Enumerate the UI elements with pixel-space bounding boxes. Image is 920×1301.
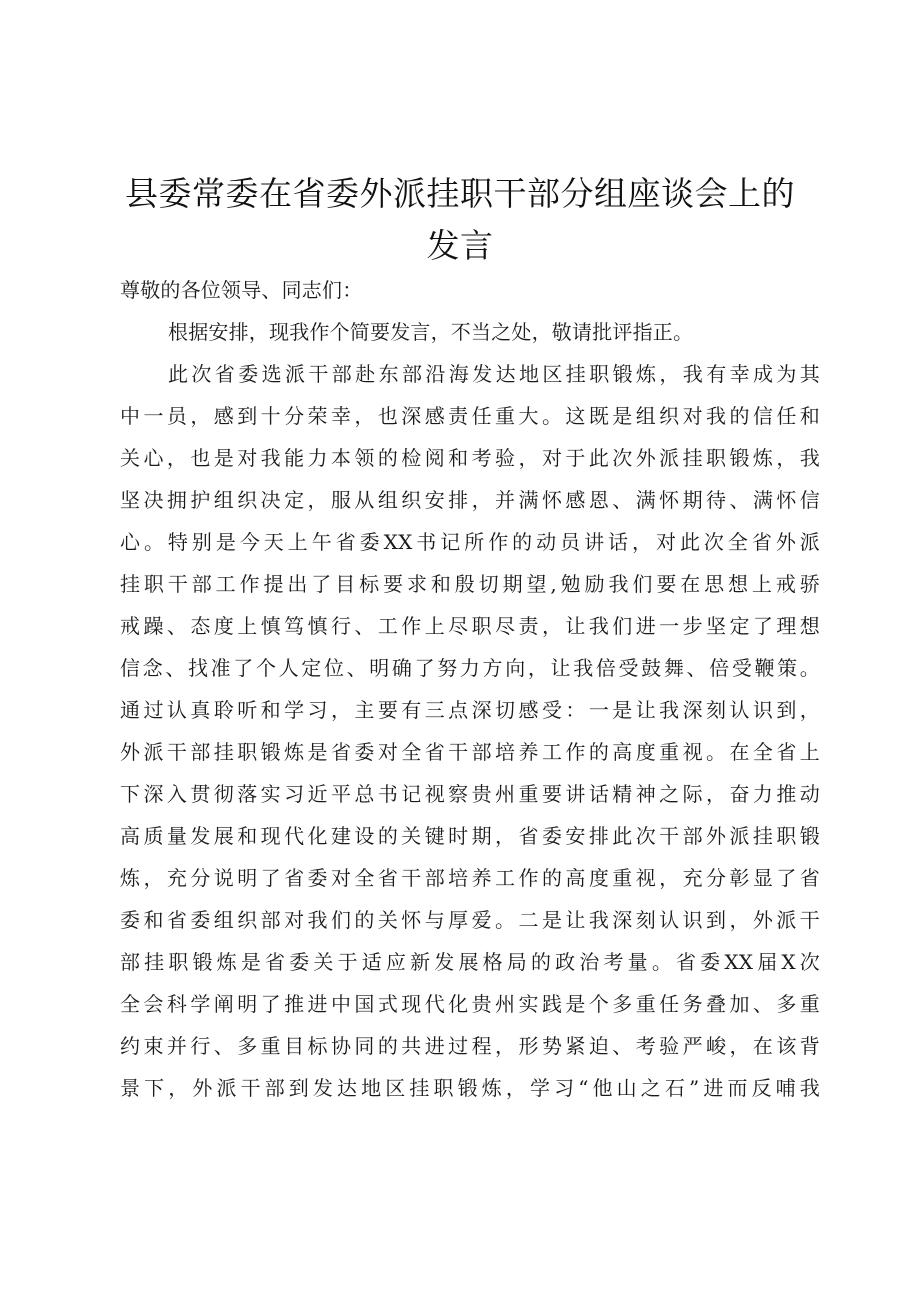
body-line: 戒躁、态度上慎笃慎行、工作上尽职尽责，让我们进一步坚定了理想 bbox=[120, 614, 820, 638]
body-line: 心。特别是今天上午省委XX书记所作的动员讲话，对此次全省外派 bbox=[120, 530, 820, 554]
body-line: 全会科学阐明了推进中国式现代化贵州实践是个多重任务叠加、多重 bbox=[120, 992, 820, 1016]
body-line: 下深入贯彻落实习近平总书记视察贵州重要讲话精神之际，奋力推动 bbox=[120, 782, 820, 806]
body-line: 炼，充分说明了省委对全省干部培养工作的高度重视，充分彰显了省 bbox=[120, 866, 820, 890]
body-line: 部挂职锻炼是省委关于适应新发展格局的政治考量。省委XX届X次 bbox=[120, 950, 820, 974]
body-line: 通过认真聆听和学习，主要有三点深切感受：一是让我深刻认识到， bbox=[120, 698, 820, 722]
body-line: 高质量发展和现代化建设的关键时期，省委安排此次干部外派挂职锻 bbox=[120, 824, 820, 848]
body-line: 挂职干部工作提出了目标要求和殷切期望,勉励我们要在思想上戒骄 bbox=[120, 572, 820, 596]
body-line: 根据安排，现我作个简要发言，不当之处，敬请批评指正。 bbox=[168, 320, 694, 344]
body-line: 委和省委组织部对我们的关怀与厚爱。二是让我深刻认识到，外派干 bbox=[120, 908, 820, 932]
body-line: 中一员，感到十分荣幸，也深感责任重大。这既是组织对我的信任和 bbox=[120, 404, 820, 428]
salutation: 尊敬的各位领导、同志们： bbox=[120, 278, 363, 302]
body-line: 景下，外派干部到发达地区挂职锻炼，学习“他山之石”进而反哺我 bbox=[120, 1076, 820, 1100]
body-line: 坚决拥护组织决定，服从组织安排，并满怀感恩、满怀期待、满怀信 bbox=[120, 488, 820, 512]
body-line: 信念、找准了个人定位、明确了努力方向，让我倍受鼓舞、倍受鞭策。 bbox=[120, 656, 820, 680]
body-line: 约束并行、多重目标协同的共进过程，形势紧迫、考验严峻，在该背 bbox=[120, 1034, 820, 1058]
document-title-line-2: 发言 bbox=[426, 226, 494, 265]
body-line: 此次省委选派干部赴东部沿海发达地区挂职锻炼，我有幸成为其 bbox=[168, 362, 820, 386]
body-line: 外派干部挂职锻炼是省委对全省干部培养工作的高度重视。在全省上 bbox=[120, 740, 820, 764]
body-line: 关心，也是对我能力本领的检阅和考验，对于此次外派挂职锻炼，我 bbox=[120, 446, 820, 470]
document-title-line-1: 县委常委在省委外派挂职干部分组座谈会上的 bbox=[125, 174, 795, 213]
